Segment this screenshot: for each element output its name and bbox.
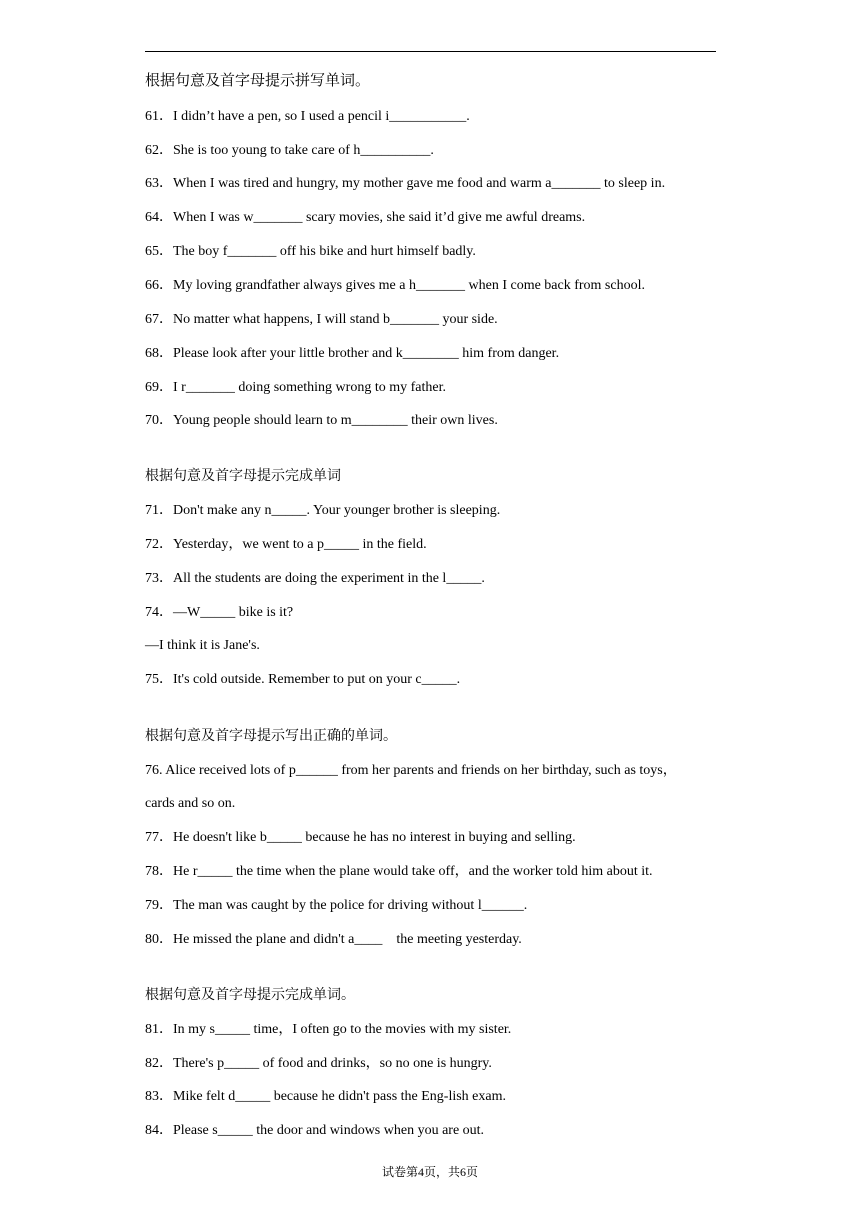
question-81: 81．In my s_____ time，I often go to the movies with my sister. bbox=[145, 1022, 512, 1037]
section-heading-1: 根据句意及首字母提示拼写单词。 bbox=[145, 73, 371, 89]
question-65: 65．The boy f_______ off his bike and hurt himself badly. bbox=[145, 244, 476, 259]
question-67: 67．No matter what happens, I will stand b_______ your side. bbox=[145, 312, 498, 327]
question-71: 71．Don't make any n_____. Your younger brother is sleeping. bbox=[145, 503, 501, 518]
section-heading-4: 根据句意及首字母提示完成单词。 bbox=[145, 988, 355, 1003]
question-84: 84．Please s_____ the door and windows when you are out. bbox=[145, 1123, 485, 1138]
question-74-reply: —I think it is Jane's. bbox=[145, 638, 260, 653]
question-78: 78．He r_____ the time when the plane would take off，and the worker told him about it. bbox=[145, 864, 653, 879]
question-68: 68．Please look after your little brother and k________ him from danger. bbox=[145, 346, 560, 361]
question-61: 61．I didn’t have a pen, so I used a pencil i___________. bbox=[145, 109, 470, 124]
question-63: 63．When I was tired and hungry, my mother gave me food and warm a_______ to sleep in. bbox=[145, 176, 666, 191]
page-footer: 试卷第4页，共6页 bbox=[381, 1165, 478, 1179]
question-76: 76. Alice received lots of p______ from her parents and friends on her birthday, such as toys， bbox=[145, 763, 677, 778]
question-75: 75．It's cold outside. Remember to put on your c_____. bbox=[145, 672, 461, 687]
section-heading-3: 根据句意及首字母提示写出正确的单词。 bbox=[145, 729, 397, 744]
question-64: 64．When I was w_______ scary movies, she said it’d give me awful dreams. bbox=[145, 210, 586, 225]
question-70: 70．Young people should learn to m________ their own lives. bbox=[145, 413, 498, 428]
question-73: 73．All the students are doing the experiment in the l_____. bbox=[145, 571, 485, 586]
section-heading-2: 根据句意及首字母提示完成单词 bbox=[145, 469, 341, 484]
question-79: 79．The man was caught by the police for driving without l______. bbox=[145, 898, 528, 913]
question-77: 77．He doesn't like b_____ because he has no interest in buying and selling. bbox=[145, 830, 576, 845]
question-72: 72．Yesterday，we went to a p_____ in the field. bbox=[145, 537, 427, 552]
question-69: 69．I r_______ doing something wrong to my father. bbox=[145, 380, 446, 395]
question-82: 82．There's p_____ of food and drinks，so no one is hungry. bbox=[145, 1056, 492, 1071]
question-74: 74．—W_____ bike is it? bbox=[145, 605, 294, 620]
question-80: 80．He missed the plane and didn't a____ the meeting yesterday. bbox=[145, 932, 522, 947]
question-66: 66．My loving grandfather always gives me a h_______ when I come back from school. bbox=[145, 278, 645, 293]
question-76-continued: cards and so on. bbox=[145, 796, 236, 811]
question-62: 62．She is too young to take care of h__________. bbox=[145, 143, 434, 158]
question-83: 83．Mike felt d_____ because he didn't pass the Eng-lish exam. bbox=[145, 1089, 506, 1104]
header-rule bbox=[145, 51, 716, 52]
